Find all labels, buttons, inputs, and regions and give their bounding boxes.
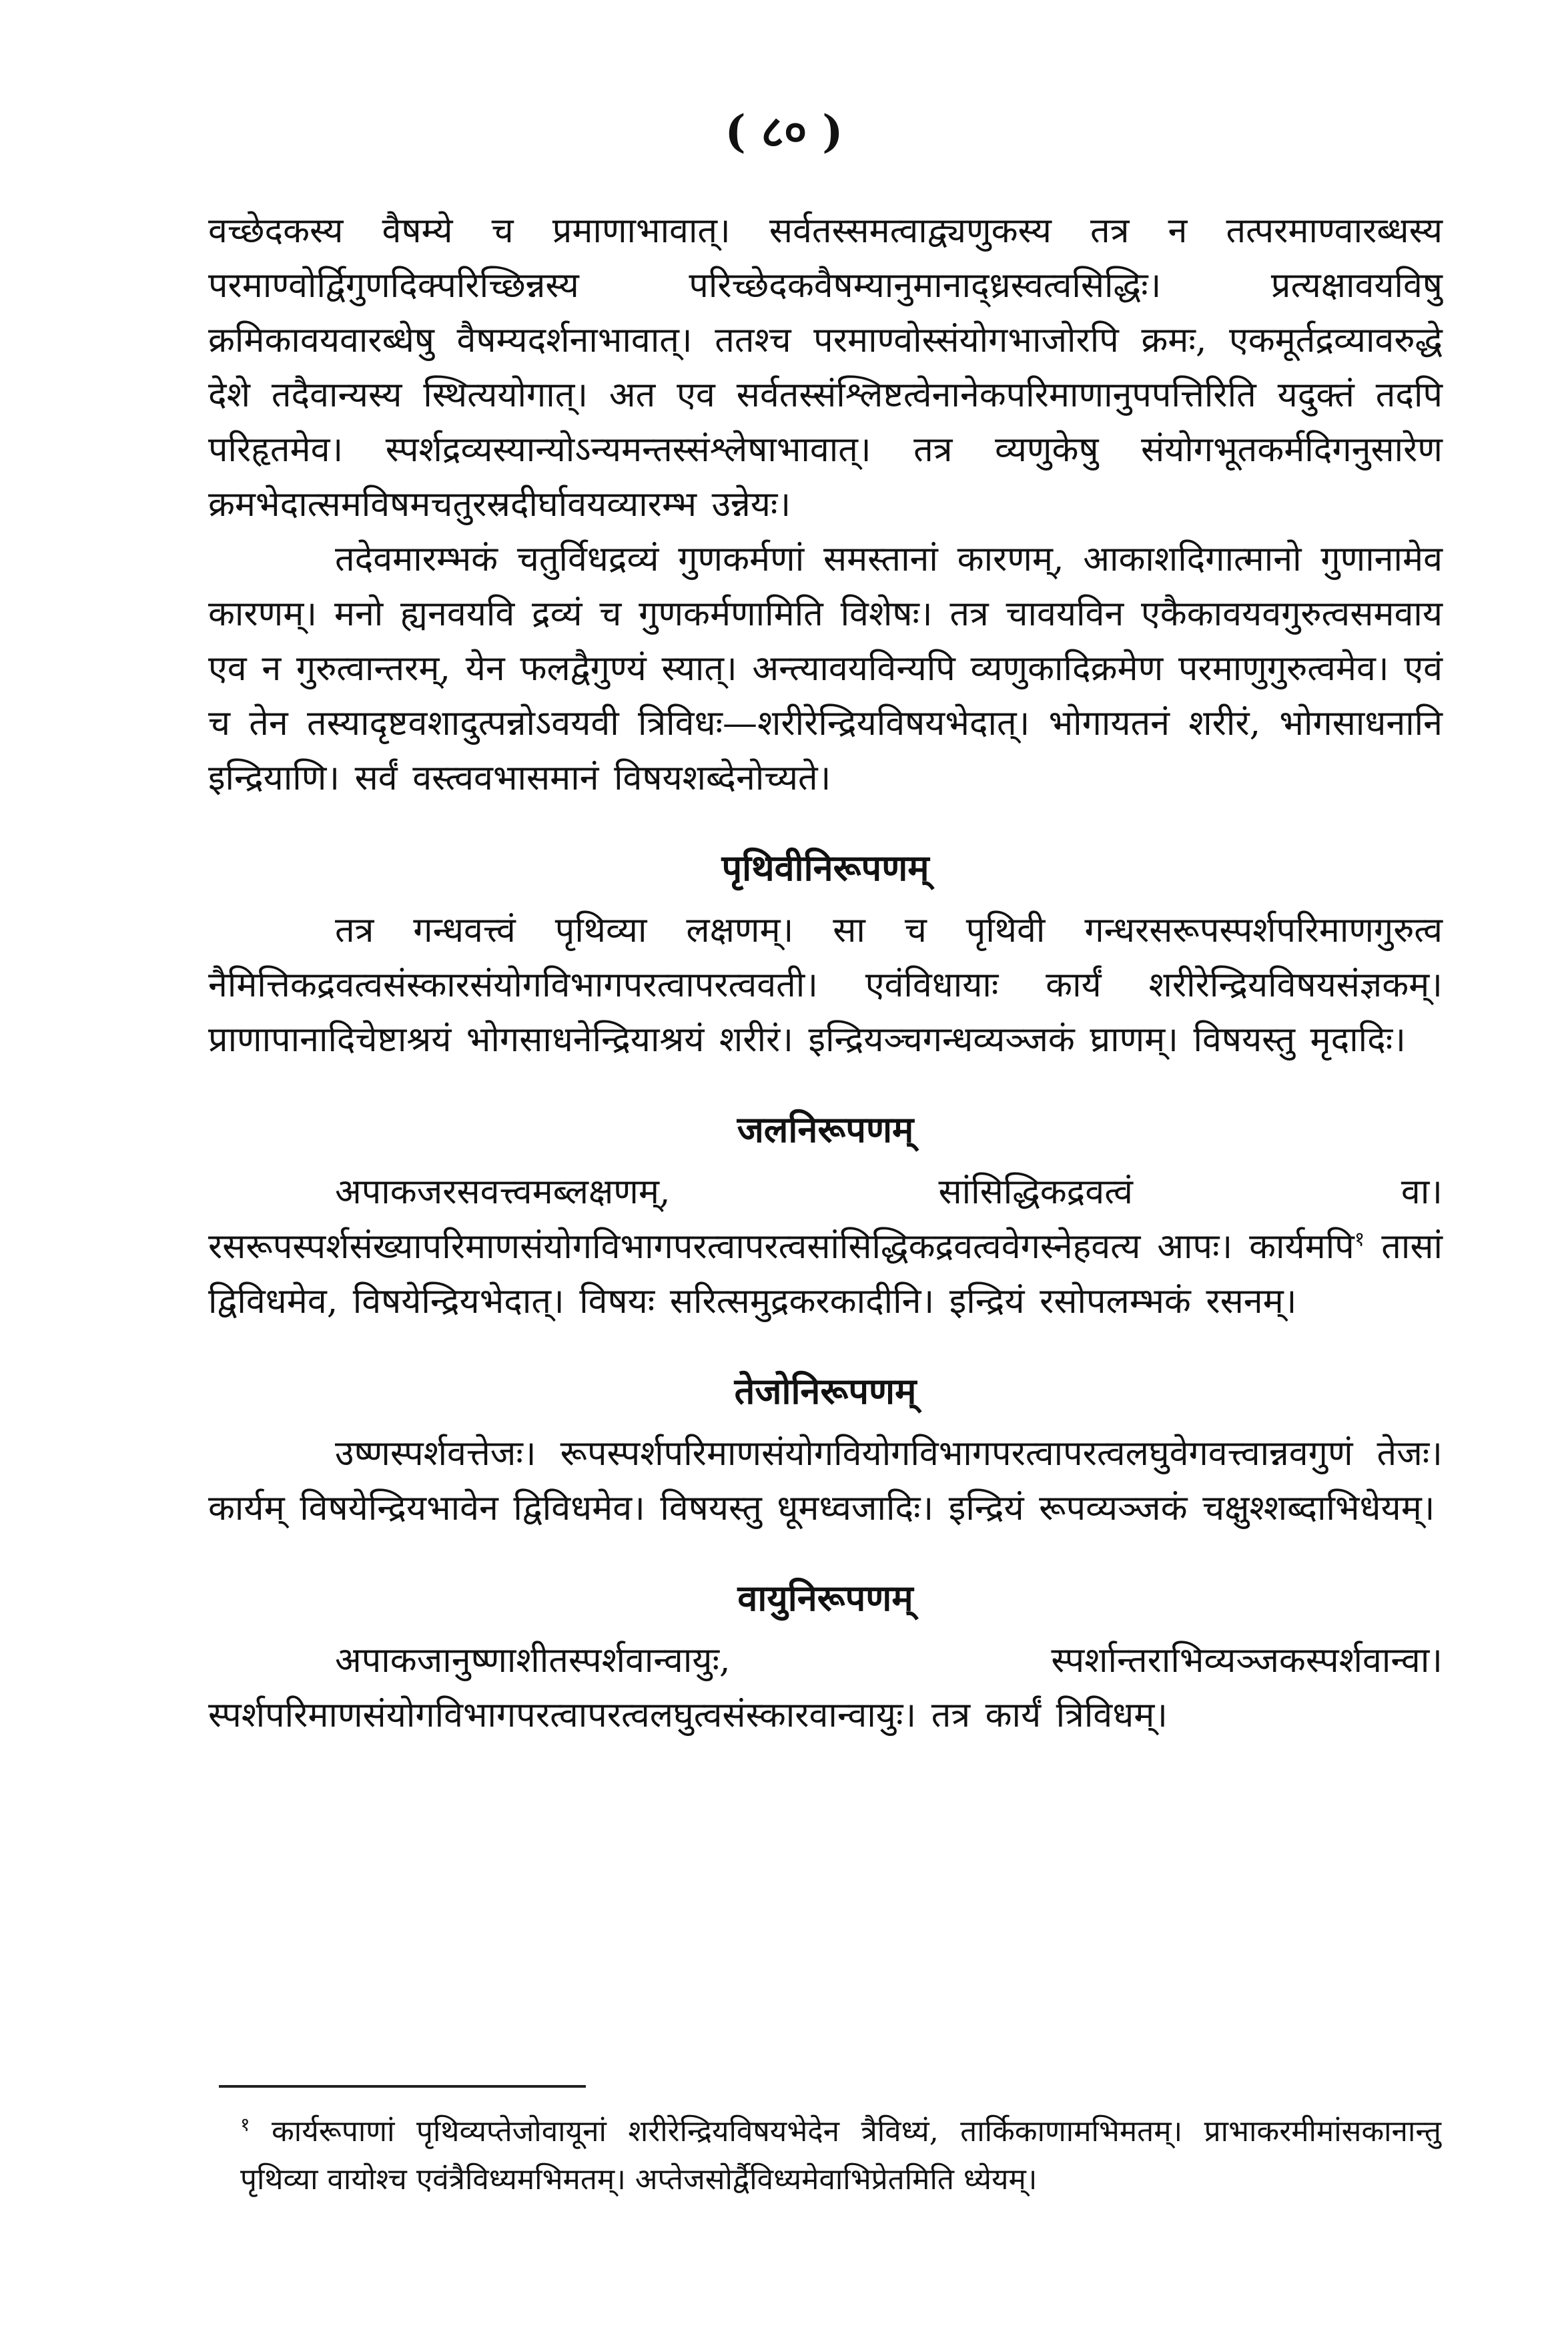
section-text-tejas: उष्णस्पर्शवत्तेजः। रूपस्पर्शपरिमाणसंयोगवियोगविभागपरत्वापरत्वलघुवेगवत्त्वान्नवगुणं तेजः। कार्यम् विषयेन्द्रियभावेन द्विविधमेव। विषयस्तु धूमध्वजादिः। इन्द्रियं रूपव्यञ्जकं चक्षुश्शब्दाभिधेयम्। bbox=[208, 1434, 1443, 1528]
footnote-text: कार्यरूपाणां पृथिव्यप्तेजोवायूनां शरीरेन्द्रियविषयभेदेन त्रैविध्यं, तार्किकाणामभिमतम्। प्राभाकरमीमांसकानान्तु पृथिव्या वायोश्च एवंत्रैविध्यमभिमतम्। अप्तेजसोर्द्वैविध्यमेवाभिप्रेतमिति ध्येयम्। bbox=[240, 2114, 1441, 2197]
footnote-reference: १ bbox=[1354, 1227, 1365, 1251]
section-heading-prithivi: पृथिवीनिरूपणम् bbox=[721, 846, 929, 889]
section-heading-jala: जलनिरूपणम् bbox=[737, 1108, 914, 1151]
section-text-jala bbox=[208, 1165, 1443, 1329]
section-text-jala-part2: तासां द्विविधमेव, विषयेन्द्रियभेदात्। विषयः सरित्समुद्रकरकादीनि। इन्द्रियं रसोपलम्भकं रसनम्। bbox=[208, 1227, 1443, 1322]
footnote-marker: १ bbox=[240, 2113, 250, 2136]
intro-paragraph: वच्छेदकस्य वैषम्ये च प्रमाणाभावात्। सर्वतस्समत्वाद्व्यणुकस्य तत्र न तत्परमाण्वारब्धस्य परमाण्वोर्द्विगुणदिक्परिच्छिन्नस्य परिच्छेदकवैषम्यानुमानाद्ध्रस्वत्वसिद्धिः। प्रत्यक्षावयविषु क्रमिकावयवारब्धेषु वैषम्यदर्शनाभावात्। ततश्च परमाण्वोस्संयोगभाजोरपि क्रमः, एकमूर्तद्रव्यावरुद्धे देशे तदैवान्यस्य स्थित्ययोगात्। अत एव सर्वतस्संश्लिष्टत्वेनानेकपरिमाणानुपपत्तिरिति यदुक्तं तदपि परिहृतमेव। स्पर्शद्रव्यस्यान्योऽन्यमन्तस्संश्लेषाभावात्। तत्र व्यणुकेषु संयोगभूतकर्मदिगनुसारेण क्रमभेदात्समविषमचतुरस्रदीर्घावयव्यारम्भ उन्नेयः। bbox=[208, 211, 1443, 525]
section-text-prithivi: तत्र गन्धवत्त्वं पृथिव्या लक्षणम्। सा च पृथिवी गन्धरसरूपस्पर्शपरिमाणगुरुत्व नैमित्तिकद्रवत्वसंस्कारसंयोगविभागपरत्वापरत्ववती। एवंविधायाः कार्यं शरीरेन्द्रियविषयसंज्ञकम्। प्राणापानादिचेष्टाश्रयं भोगसाधनेन्द्रियाश्रयं शरीरं। इन्द्रियञ्चगन्धव्यञ्जकं घ्राणम्। विषयस्तु मृदादिः। bbox=[208, 910, 1443, 1060]
intro-paragraph: तदेवमारम्भकं चतुर्विधद्रव्यं गुणकर्मणां समस्तानां कारणम्, आकाशदिगात्मानो गुणानामेव कारणम्। मनो ह्यनवयवि द्रव्यं च गुणकर्मणामिति विशेषः। तत्र चावयविन एकैकावयवगुरुत्वसमवाय एव न गुरुत्वान्तरम्, येन फलद्वैगुण्यं स्यात्। अन्त्यावयविन्यपि व्यणुकादिक्रमेण परमाणुगुरुत्वमेव। एवं च तेन तस्यादृष्टवशादुत्पन्नोऽवयवी त्रिविधः—शरीरेन्द्रियविषयभेदात्। भोगायतनं शरीरं, भोगसाधनानि इन्द्रियाणि। सर्वं वस्त्ववभासमानं विषयशब्देनोच्यते। bbox=[208, 539, 1443, 798]
page-body bbox=[208, 204, 1443, 1743]
section-text-jala-part1: अपाकजरसवत्त्वमब्लक्षणम्, सांसिद्धिकद्रवत्वं वा। रसरूपस्पर्शसंख्यापरिमाणसंयोगविभागपरत्वापरत्वसांसिद्धिकद्रवत्ववेगस्नेहवत्य आपः। कार्यमपि bbox=[208, 1172, 1443, 1267]
section-heading-vayu: वायुनिरूपणम् bbox=[737, 1576, 913, 1619]
page-number: ( ८० ) bbox=[725, 105, 843, 158]
footnote-divider bbox=[219, 2085, 586, 2088]
section-text-vayu: अपाकजानुष्णाशीतस्पर्शवान्वायुः, स्पर्शान्तराभिव्यञ्जकस्पर्शवान्वा। स्पर्शपरिमाणसंयोगविभागपरत्वापरत्वलघुत्वसंस्कारवान्वायुः। तत्र कार्यं त्रिविधम्। bbox=[208, 1641, 1443, 1735]
footnote bbox=[240, 2108, 1441, 2204]
section-heading-tejas: तेजोनिरूपणम् bbox=[734, 1370, 917, 1412]
